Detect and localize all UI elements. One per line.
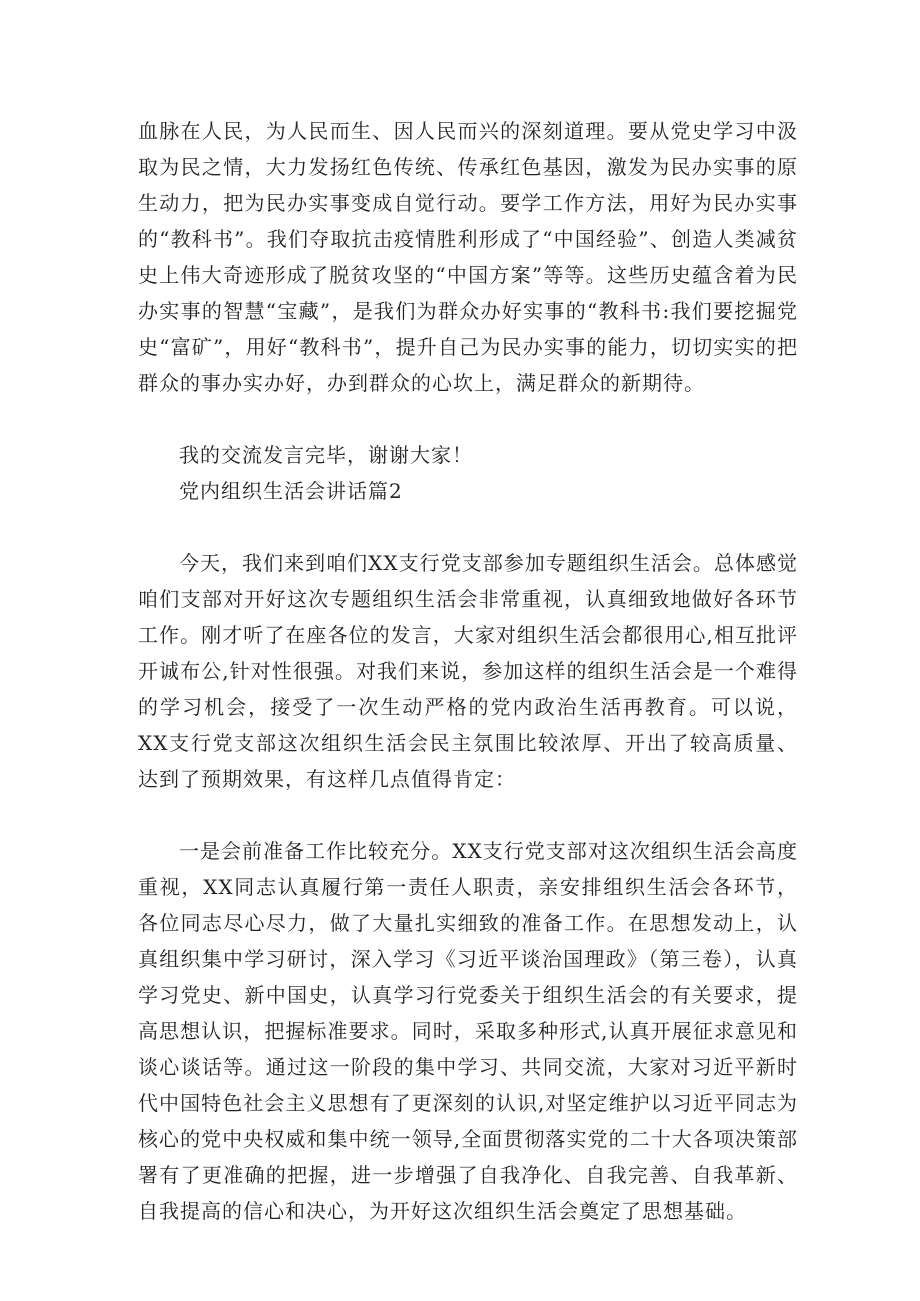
- document-body: [138, 113, 798, 1229]
- paragraph-closing-remark: 我的交流发言完毕，谢谢大家！: [179, 443, 473, 467]
- paragraph-intro: 今天，我们来到咱们XX支行党支部参加专题组织生活会。总体感觉咱们支部对开好这次专题组织生活会非常重视，认真细致地做好各环节工作。刚才听了在座各位的发言，大家对组织生活会都很用心,相互批评开诚布公,针对性很强。对我们来说，参加这样的组织生活会是一个难得的学习机会，接受了一次生动严格的党内政治生活再教育。可以说，XX支行党支部这次组织生活会民主氛围比较浓厚、开出了较高质量、达到了预期效果，有这样几点值得肯定：: [138, 551, 798, 791]
- section-heading: 党内组织生活会讲话篇2: [179, 479, 403, 503]
- paragraph-point-one: 一是会前准备工作比较充分。XX支行党支部对这次组织生活会高度重视，XX同志认真履行第一责任人职责，亲安排组织生活会各环节，各位同志尽心尽力，做了大量扎实细致的准备工作。在思想发动上，认真组织集中学习研讨，深入学习《习近平谈治国理政》（第三卷），认真学习党史、新中国史，认真学习行党委关于组织生活会的有关要求，提高思想认识，把握标准要求。同时，采取多种形式,认真开展征求意见和谈心谈话等。通过这一阶段的集中学习、共同交流，大家对习近平新时代中国特色社会主义思想有了更深刻的认识,对坚定维护以习近平同志为核心的党中央权威和集中统一领导,全面贯彻落实党的二十大各项决策部署有了更准确的把握，进一步增强了自我净化、自我完善、自我革新、自我提高的信心和决心，为开好这次组织生活会奠定了思想基础。: [138, 839, 798, 1223]
- paragraph-continuation: 血脉在人民，为人民而生、因人民而兴的深刻道理。要从党史学习中汲取为民之情，大力发扬红色传统、传承红色基因，激发为民办实事的原生动力，把为民办实事变成自觉行动。要学工作方法，用好为民办实事的“教科书”。我们夺取抗击疫情胜利形成了“中国经验”、创造人类减贫史上伟大奇迹形成了脱贫攻坚的“中国方案”等等。这些历史蕴含着为民办实事的智慧“宝藏”，是我们为群众办好实事的“教科书:我们要挖掘党史“富矿”，用好“教科书”，提升自己为民办实事的能力，切切实实的把群众的事办实办好，办到群众的心坎上，满足群众的新期待。: [138, 119, 798, 395]
